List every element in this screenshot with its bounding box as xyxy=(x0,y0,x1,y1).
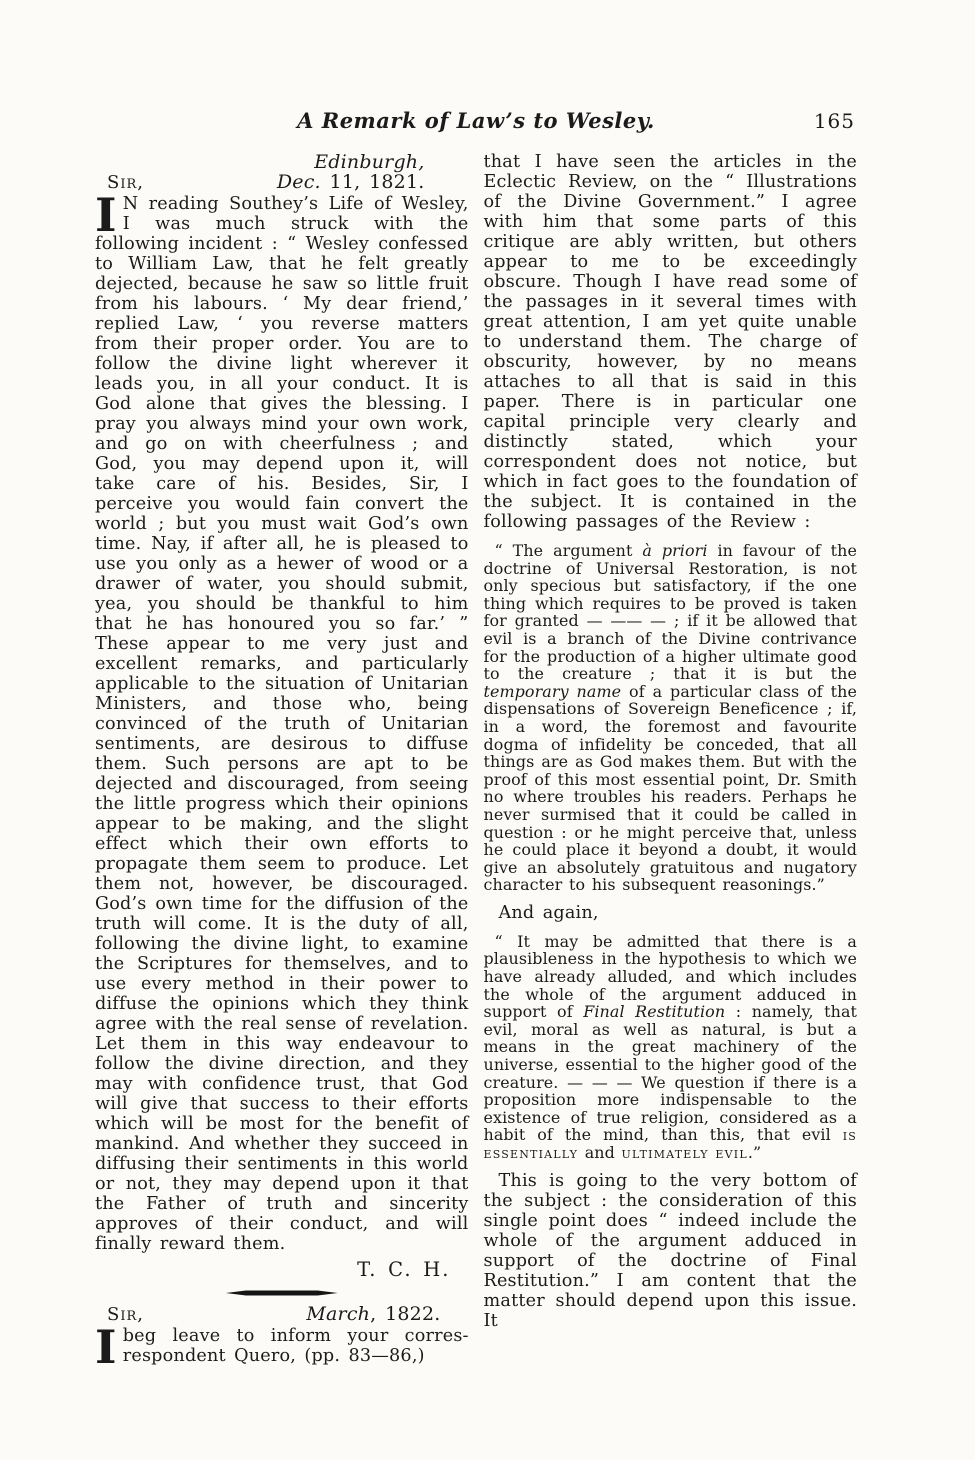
left-column xyxy=(95,151,469,1374)
letter2-dropcap: I xyxy=(95,1320,117,1374)
letter2-date: March, 1822. xyxy=(306,1303,441,1325)
letter1-salutation: Sir, xyxy=(107,172,144,193)
letter1-dropcap: I xyxy=(95,188,117,242)
right-column xyxy=(484,152,858,1366)
running-head xyxy=(95,108,857,138)
page-title: A Remark of Law’s to Wesley. xyxy=(297,108,655,133)
letter1-body xyxy=(95,188,469,1254)
letter2-salutation: Sir, xyxy=(107,1304,144,1325)
letter2-dateline xyxy=(95,1304,469,1325)
letter2-text: beg leave to inform your corresrespondent Quero, (pp. 83—86,) xyxy=(122,1326,469,1366)
section-divider-rule xyxy=(226,1290,338,1296)
letter1-date: Dec. 11, 1821. xyxy=(276,171,425,193)
letter2-body xyxy=(95,1320,469,1374)
letter1-place: Edinburgh, xyxy=(314,151,425,173)
review-quote-2: “ It may be admitted that there is a plausibleness in the hypothesis to which we have already alluded, and which includes the whole of the argument adduced in support of Final Restitution : namely, that evil, moral as well as natural, is but a means in the great machinery of the universe, essential to the higher good of the creature. — — — We question if there is a proposition more indispensable to the existence of true religion, considered as a habit of the mind, than this, that evil is essentially and ultimately evil.” xyxy=(483,931,858,1162)
letter2-continuation: that I have seen the articles in the Eclectic Review, on the “ Illustrations of the Divine Government.” I agree with him that some parts of this critique are ably written, but others appear to me to be exceedingly obscure. Though I have read some of the passages in it several times with great attention, I am yet quite unable to understand them. The charge of obscurity, however, by no means attaches to all that is said in this paper. There is in particular one capital principle very clearly and distinctly stated, which your correspondent does not notice, but which in fact goes to the foundation of the subject. It is contained in the following passages of the Review : xyxy=(483,152,857,532)
and-again-line: And again, xyxy=(498,902,599,923)
closing-paragraph: This is going to the very bottom of the subject : the consideration of this single point does “ indeed include the whole of the argument adduced in support of the doctrine of Final Restitution.” I am content that the matter should depend upon this issue. It xyxy=(483,1170,857,1331)
letter1-dateline xyxy=(95,152,469,193)
review-quote-1: “ The argument à priori in favour of the doctrine of Universal Restoration, is not only specious but satisfactory, if the one thing which requires to be proved is taken for granted — —— — ; if it be allowed that evil is a branch of the Divine contrivance for the production of a higher ultimate good to the creature ; that it is but the temporary name of a particular class of the dispensations of Sovereign Beneficence ; if, in a word, the foremost and favourite dogma of infidelity be conceded, that all things are as God makes them. But with the proof of this most essential point, Dr. Smith no where troubles his readers. Perhaps he never surmised that it could be called in question : or he might perceive that, unless he could place it beyond a doubt, it would give an absolutely gratuitous and nugatory character to his subsequent reasonings.” xyxy=(483,541,857,895)
page-number: 165 xyxy=(813,109,855,133)
two-column-layout xyxy=(95,151,858,1374)
letter1-text: N reading Southey’s Life of Wesley, I was much struck with the following incident : “ Wesley confessed to William Law, that he felt greatly dejected, because he saw so little fruit from his labours. ‘ My dear friend,’ replied Law, ‘ you reverse matters from their proper order. You are to follow the divine light wherever it leads you, in all your conduct. It is God alone that gives the blessing. I pray you always mind your own work, and go on with cheerfulness ; and God, you may depend upon it, will take care of his. Besides, Sir, I perceive you would fain convert the world ; but you must wait God’s own time. Nay, if after all, he is pleased to use you only as a hewer of wood or a drawer of water, you should submit, yea, you should be thankful to him that he has honoured you so far.’ ” These appear to me very just and excellent remarks, and particularly applicable to the situation of Unitarian Ministers, and those who, being convinced of the truth of Unitarian sentiments, are desirous to diffuse them. Such persons are apt to be dejected and discouraged, from seeing the little progress which their opinions appear to be making, and the slight effect which their own efforts to propagate them seem to produce. Let them not, however, be discouraged. God’s own time for the diffusion of the truth will come. It is the duty of all, following the divine light, to examine the Scriptures for themselves, and to use every method in their power to diffuse the opinions which they think agree with the real sense of revelation. Let them in this way endeavour to follow the divine direction, and they may with confidence trust, that God will give that success to their efforts which will be most for the benefit of mankind. And whether they succeed in diffusing their sentiments in this world or not, they may depend upon it that the Father of truth and sincerity approves of their conduct, and will finally reward them. xyxy=(95,194,469,1254)
letter1-signature: T. C. H. xyxy=(357,1258,451,1281)
